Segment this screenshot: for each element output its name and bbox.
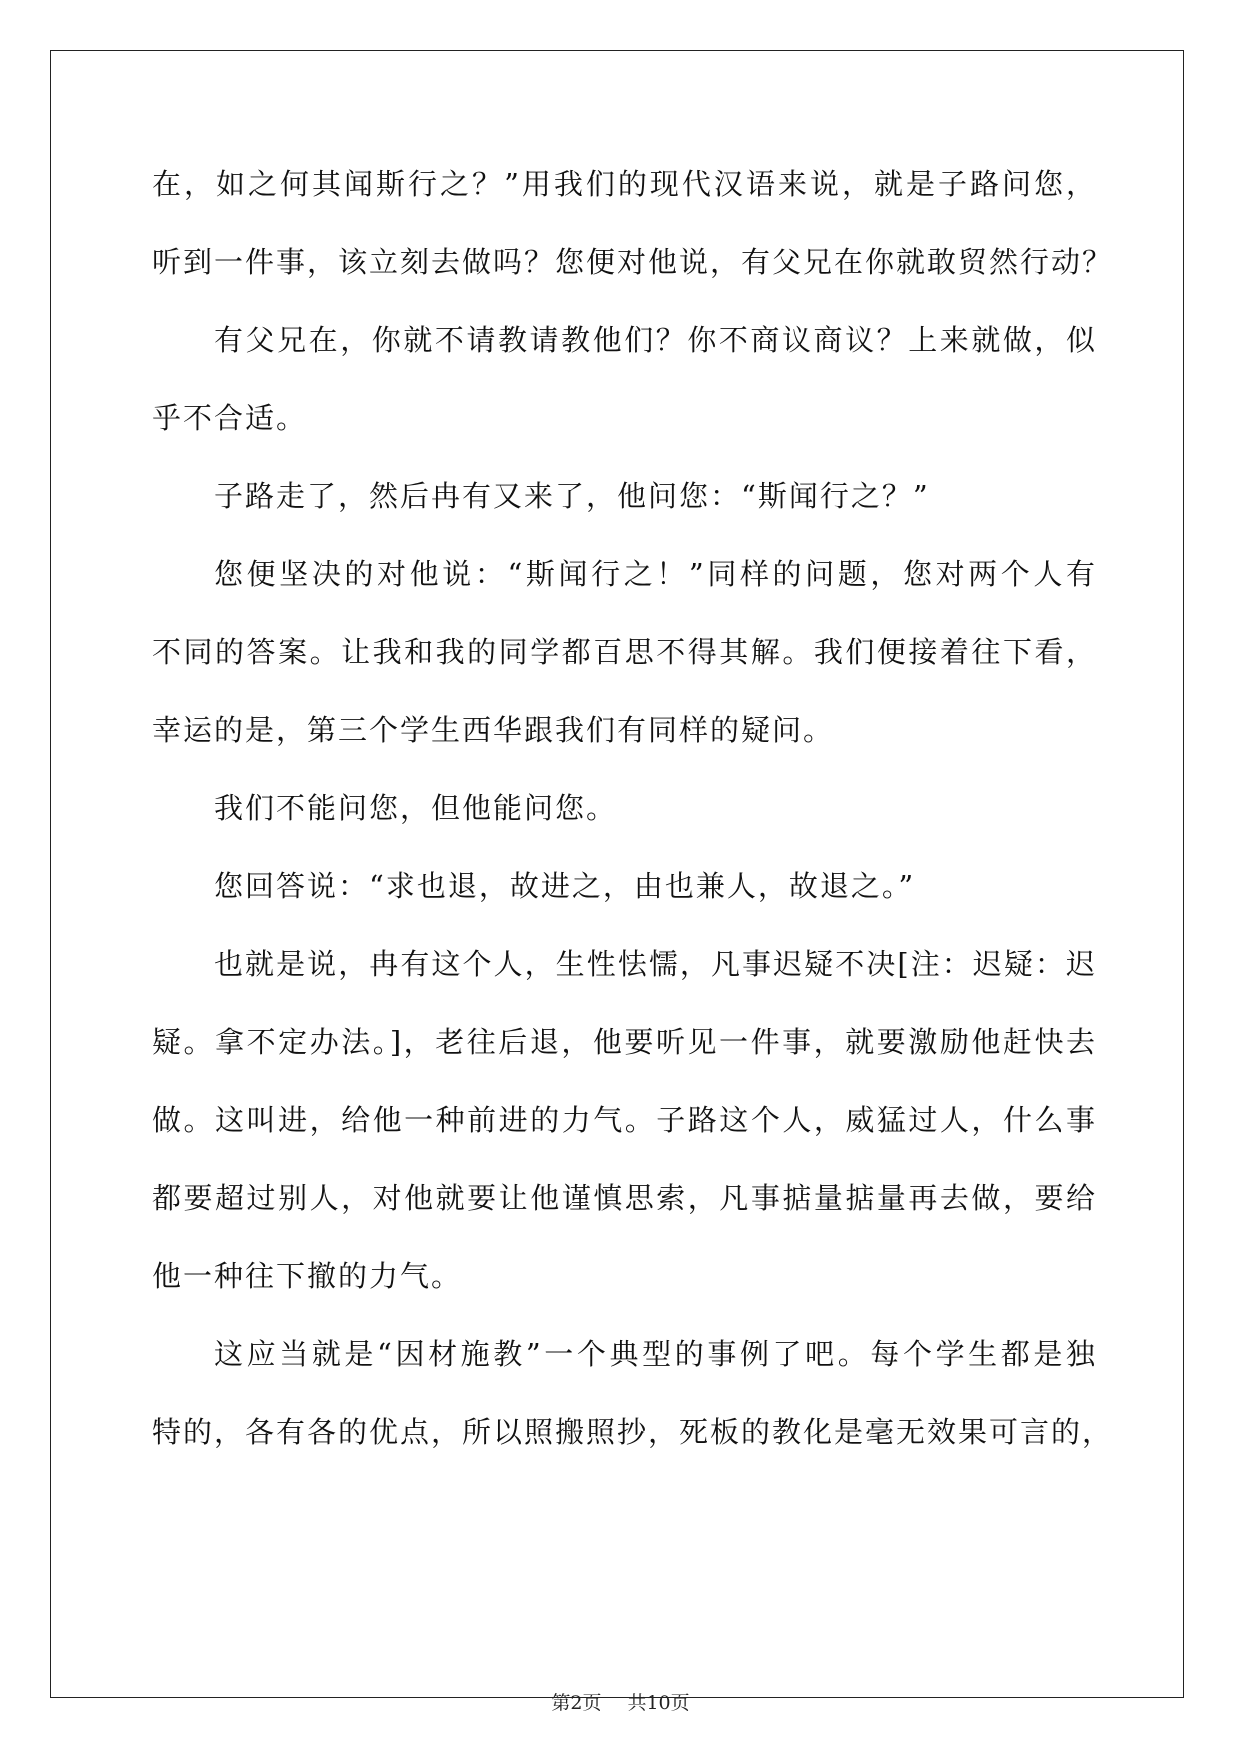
page-number-current: 第2页 — [551, 1692, 602, 1714]
text-line-9: 我们不能问您，但他能问您。 — [214, 791, 618, 825]
text-line-7: 不同的答案。让我和我的同学都百思不得其解。我们便接着往下看， — [152, 635, 1097, 669]
text-line-13: 做。这叫进，给他一种前进的力气。子路这个人，威猛过人，什么事 — [152, 1103, 1097, 1137]
page-number-total: 共10页 — [627, 1692, 690, 1714]
text-line-5: 子路走了，然后冉有又来了，他问您：“斯闻行之？” — [214, 479, 930, 513]
text-line-4: 乎不合适。 — [152, 401, 308, 435]
text-line-14: 都要超过别人，对他就要让他谨慎思索，凡事掂量掂量再去做，要给 — [152, 1181, 1097, 1215]
text-line-3: 有父兄在，你就不请教请教他们？你不商议商议？上来就做，似 — [214, 323, 1097, 357]
text-line-16: 这应当就是“因材施教”一个典型的事例了吧。每个学生都是独 — [214, 1337, 1097, 1371]
text-line-8: 幸运的是，第三个学生西华跟我们有同样的疑问。 — [152, 713, 835, 747]
page-footer — [0, 1688, 1241, 1715]
text-line-6: 您便坚决的对他说：“斯闻行之！”同样的问题，您对两个人有 — [214, 557, 1097, 591]
text-line-12: 疑。拿不定办法。]，老往后退，他要听见一件事，就要激励他赶快去 — [152, 1025, 1097, 1059]
text-line-10: 您回答说：“求也退，故进之，由也兼人，故退之。” — [214, 869, 916, 903]
text-line-15: 他一种往下撤的力气。 — [152, 1259, 463, 1293]
text-line-11: 也就是说，冉有这个人，生性怯懦，凡事迟疑不决[注：迟疑：迟 — [214, 947, 1097, 981]
body-text — [152, 145, 1114, 1471]
text-line-1: 在，如之何其闻斯行之？”用我们的现代汉语来说，就是子路问您， — [152, 167, 1097, 201]
text-line-17: 特的，各有各的优点，所以照搬照抄，死板的教化是毫无效果可言的， — [152, 1415, 1114, 1449]
text-line-2: 听到一件事，该立刻去做吗？您便对他说，有父兄在你就敢贸然行动？ — [152, 245, 1114, 279]
